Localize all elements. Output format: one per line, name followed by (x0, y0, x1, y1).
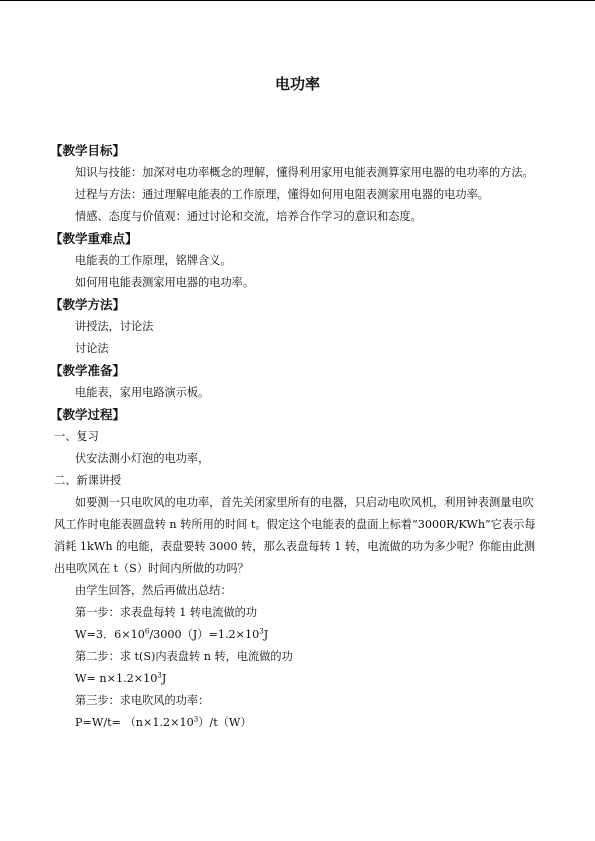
document-body (50, 140, 542, 734)
goal-attitude: 情感、态度与价值观：通过讨论和交流，培养合作学习的意识和态度。 (75, 210, 422, 223)
formula-1 (54, 624, 542, 646)
top-rule (0, 0, 595, 1)
formula-1-part-a: W=3．6×10 (75, 628, 145, 641)
formula-3-part-b: ）/t（W） (198, 716, 252, 729)
preparation-1: 电能表，家用电路演示板。 (75, 386, 210, 399)
step-2: 第二步：求 t(S)内表盘转 n 转，电流做的功 (75, 650, 293, 663)
formula-2-exp: 3 (157, 671, 162, 680)
heading-methods: 【教学方法】 (50, 297, 126, 312)
method-1: 讲授法，讨论法 (75, 320, 154, 333)
heading-goals: 【教学目标】 (50, 143, 126, 158)
new-lesson-title: 二、新课讲授 (54, 474, 122, 487)
formula-1-exp-1: 6 (144, 627, 150, 636)
goal-process: 过程与方法：通过理解电能表的工作原理，懂得如何用电阻表测家用电器的电功率。 (75, 188, 489, 201)
formula-3-part-a: P=W/t= （n×1.2×10 (75, 716, 194, 729)
formula-2 (54, 668, 542, 690)
step-3: 第三步：求电吹风的功率： (75, 694, 210, 707)
review-text: 伏安法测小灯泡的电功率， (75, 452, 210, 465)
review-title: 一、复习 (54, 430, 99, 443)
formula-3 (54, 712, 542, 734)
heading-key-points: 【教学重难点】 (50, 231, 138, 246)
step-1: 第一步：求表盘每转 1 转电流做的功 (75, 606, 258, 619)
summary-intro: 由学生回答，然后再做出总结： (75, 584, 232, 597)
formula-3-exp: 3 (193, 715, 199, 724)
new-lesson-paragraph: 如要测一只电吹风的电功率，首先关闭家里所有的电器，只启动电吹风机，利用钟表测量电吹风工作时电能表圆盘转 n 转所用的时间 t。假定这个电能表的盘面上标着“3000R/KWh”它表示每消耗 1kWh 的电能，表盘要转 3000 转，那么表盘每转 1 转，电流做的功为多少呢？你能由此测出电吹风在 t（S）时间内所做的功吗？ (54, 496, 536, 575)
formula-1-part-b: /3000（J）=1.2×10 (149, 628, 260, 641)
heading-procedure: 【教学过程】 (50, 407, 126, 422)
heading-preparation: 【教学准备】 (50, 363, 126, 378)
formula-1-part-c: J (263, 628, 269, 641)
formula-1-exp-2: 3 (259, 627, 264, 636)
formula-2-part-b: J (161, 672, 167, 685)
method-2: 讨论法 (75, 342, 109, 355)
key-point-1: 电能表的工作原理，铭牌含义。 (75, 254, 232, 267)
goal-knowledge: 知识与技能：加深对电功率概念的理解，懂得利用家用电能表测算家用电器的电功率的方法。 (75, 166, 534, 179)
key-point-2: 如何用电能表测家用电器的电功率。 (75, 276, 255, 289)
formula-2-part-a: W= n×1.2×10 (75, 672, 158, 685)
page-title: 电功率 (274, 75, 320, 93)
